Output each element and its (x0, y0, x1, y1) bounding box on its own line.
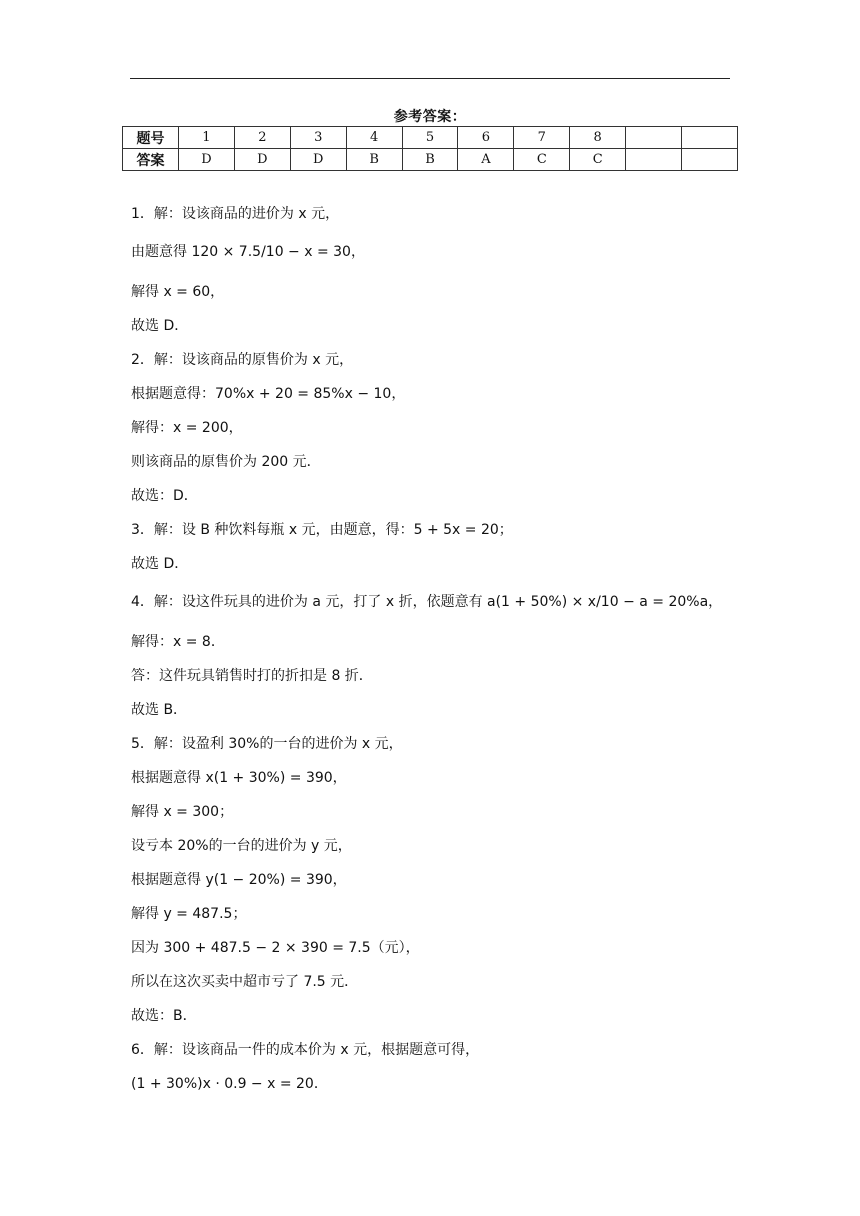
answer-cell: B (346, 149, 402, 171)
solution-line: 3．解：设 B 种饮料每瓶 x 元，由题意，得：5 + 5x = 20； (131, 522, 513, 538)
solution-line: 故选：B． (131, 1008, 197, 1024)
question-number-cell: 1 (179, 127, 235, 149)
question-number-cell: 4 (346, 127, 402, 149)
solution-line: 解得 x = 300； (131, 804, 234, 820)
answer-cell: D (234, 149, 290, 171)
question-number-cell: 7 (514, 127, 570, 149)
solution-line: 1．解：设该商品的进价为 x 元， (131, 206, 340, 222)
answer-row (123, 149, 738, 171)
solution-line: 4．解：设这件玩具的进价为 a 元，打了 x 折，依题意有 a(1 + 50%) × x/10 − a = 20%a， (131, 594, 723, 610)
solution-line: 故选 D． (131, 318, 189, 334)
question-number-cell (682, 127, 738, 149)
solution-line: 答：这件玩具销售时打的折扣是 8 折． (131, 668, 373, 684)
question-number-cell: 8 (570, 127, 626, 149)
solution-line: 故选 D． (131, 556, 189, 572)
question-number-cell: 6 (458, 127, 514, 149)
answer-cell: D (179, 149, 235, 171)
question-number-cell: 5 (402, 127, 458, 149)
solution-line: 故选：D． (131, 488, 198, 504)
answer-cell: C (570, 149, 626, 171)
solution-line: 因为 300 + 487.5 − 2 × 390 = 7.5（元）， (131, 940, 420, 956)
answer-cell: C (514, 149, 570, 171)
solution-line: 所以在这次买卖中超市亏了 7.5 元． (131, 974, 359, 990)
solution-line: 由题意得 120 × 7.5/10 − x = 30， (131, 244, 365, 260)
solution-line: 故选 B． (131, 702, 188, 718)
question-number-cell: 3 (290, 127, 346, 149)
solution-line: 解得 x = 60， (131, 284, 225, 300)
answer-cell (682, 149, 738, 171)
solution-line: 则该商品的原售价为 200 元． (131, 454, 321, 470)
solution-line: (1 + 30%)x · 0.9 − x = 20． (131, 1076, 328, 1092)
solution-line: 2．解：设该商品的原售价为 x 元， (131, 352, 354, 368)
solution-line: 6．解：设该商品一件的成本价为 x 元，根据题意可得， (131, 1042, 480, 1058)
solution-line: 解得：x = 8． (131, 634, 225, 650)
answer-cell: B (402, 149, 458, 171)
solution-line: 解得：x = 200， (131, 420, 243, 436)
question-number-cell (626, 127, 682, 149)
answer-cell: D (290, 149, 346, 171)
row-header-answer: 答案 (123, 149, 179, 171)
answer-table (122, 126, 738, 171)
answer-cell: A (458, 149, 514, 171)
header-rule (130, 78, 730, 79)
solution-line: 根据题意得 y(1 − 20%) = 390， (131, 872, 347, 888)
question-number-cell: 2 (234, 127, 290, 149)
solution-line: 5．解：设盈利 30%的一台的进价为 x 元， (131, 736, 403, 752)
row-header-question: 题号 (123, 127, 179, 149)
solution-line: 解得 y = 487.5； (131, 906, 247, 922)
question-number-row (123, 127, 738, 149)
solution-line: 根据题意得 x(1 + 30%) = 390， (131, 770, 347, 786)
answer-cell (626, 149, 682, 171)
page-title: 参考答案： (393, 109, 467, 125)
solution-line: 设亏本 20%的一台的进价为 y 元， (131, 838, 352, 854)
solution-line: 根据题意得：70%x + 20 = 85%x − 10， (131, 386, 406, 402)
